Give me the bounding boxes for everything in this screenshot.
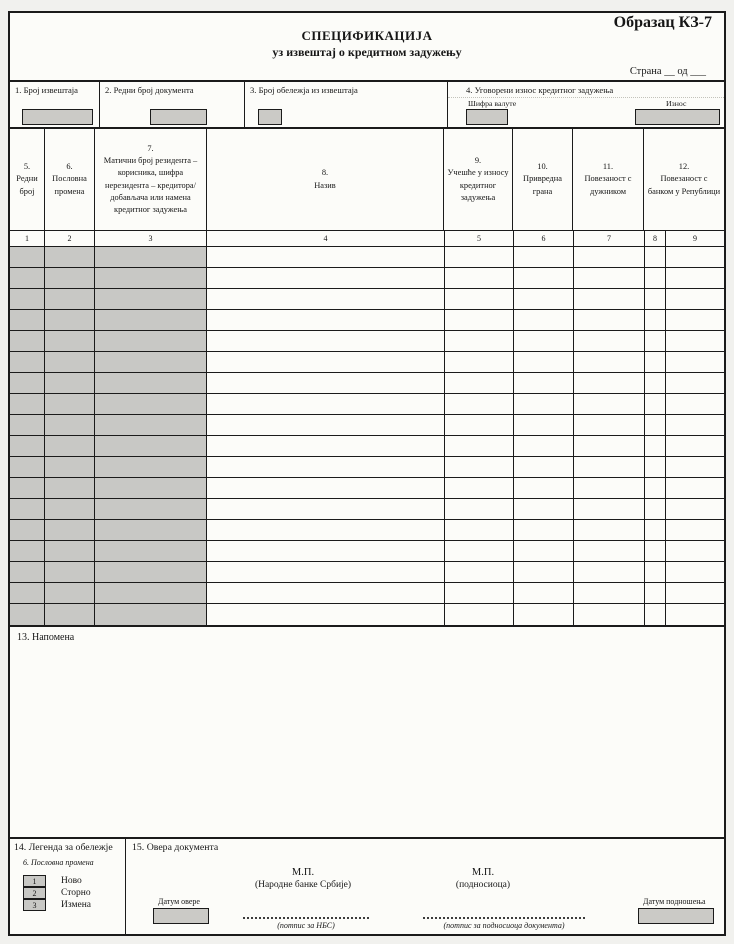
header-bank-relation-label: Повезаност с банком у Републици [647, 174, 721, 196]
legend-item-label: Ново [61, 876, 82, 886]
header-registration-number-no: 7. [147, 143, 154, 153]
amount-label: Износ [666, 99, 687, 108]
header-participation [444, 129, 513, 230]
table-cell[interactable] [445, 394, 514, 414]
table-cell[interactable] [45, 289, 95, 309]
table-row-5 [10, 331, 724, 352]
legend-item-3 [23, 899, 125, 911]
header-business-change-label: Пословна промена [52, 174, 87, 196]
header-fields-row [10, 80, 724, 127]
table-cell[interactable] [445, 247, 514, 267]
header-participation-no: 9. [474, 156, 482, 166]
table-cell[interactable] [45, 541, 95, 561]
table-cell[interactable] [666, 457, 724, 477]
header-economic-branch-no: 10. [537, 162, 548, 172]
table-cell[interactable] [10, 394, 45, 414]
column-number-2: 2 [45, 231, 95, 246]
table-cell[interactable] [207, 541, 445, 561]
column-number-6: 6 [514, 231, 574, 246]
table-row-4 [10, 310, 724, 331]
table-cell[interactable] [514, 415, 574, 435]
field-report-number [10, 82, 100, 127]
table-cell[interactable] [574, 541, 645, 561]
table-cell[interactable] [574, 583, 645, 603]
table-cell[interactable] [514, 604, 574, 625]
table-row-14 [10, 520, 724, 541]
table-cell[interactable] [207, 331, 445, 351]
table-row-11 [10, 457, 724, 478]
table-cell[interactable] [10, 562, 45, 582]
notes-section [10, 625, 724, 837]
table-cell[interactable] [45, 247, 95, 267]
table-cell[interactable] [645, 541, 666, 561]
header-debtor-relation-label: Повезаност с дужником [584, 174, 632, 196]
column-number-9: 9 [693, 234, 697, 243]
notes-label: 13. Напомена [17, 632, 75, 643]
table-cell[interactable] [445, 310, 514, 330]
table-cell[interactable] [207, 478, 445, 498]
table-cell[interactable] [666, 247, 724, 267]
table-cell[interactable] [645, 373, 666, 393]
table-cell[interactable] [445, 268, 514, 288]
table-row-15 [10, 541, 724, 562]
table-cell[interactable] [445, 541, 514, 561]
column-number-8: 8 [645, 231, 666, 246]
table-cell[interactable] [10, 415, 45, 435]
table-cell[interactable] [645, 310, 666, 330]
table-cell[interactable] [10, 478, 45, 498]
table-cell[interactable] [445, 373, 514, 393]
table-cell[interactable] [10, 457, 45, 477]
table-cell[interactable] [666, 436, 724, 456]
table-cell[interactable] [645, 604, 666, 625]
table-cell[interactable] [666, 541, 724, 561]
header-registration-number-label: Матични број резидента – корисника, шифра нерезидента – кредитора/добављача или намена кредитног задужења [103, 156, 198, 214]
column-number-1: 1 [10, 231, 45, 246]
table-cell[interactable] [10, 352, 45, 372]
field-separator-line [448, 97, 724, 98]
table-cell[interactable] [574, 394, 645, 414]
table-cell[interactable] [645, 331, 666, 351]
submission-date-input[interactable] [638, 908, 714, 924]
legend-section [10, 839, 126, 934]
table-cell[interactable] [666, 520, 724, 540]
table-cell[interactable] [514, 457, 574, 477]
table-cell[interactable] [574, 457, 645, 477]
table-cell[interactable] [445, 478, 514, 498]
table-cell[interactable] [666, 289, 724, 309]
table-cell[interactable] [445, 289, 514, 309]
header-participation-label: Учешће у износу кредитног задужења [447, 168, 509, 202]
table-cell[interactable] [95, 436, 207, 456]
table-cell[interactable] [574, 520, 645, 540]
table-cell[interactable] [95, 499, 207, 519]
table-cell[interactable] [95, 562, 207, 582]
field-document-ordinal [100, 82, 245, 127]
legend-item-1 [23, 875, 125, 887]
table-cell[interactable] [10, 373, 45, 393]
table-cell[interactable] [207, 373, 445, 393]
table-cell[interactable] [10, 247, 45, 267]
table-cell[interactable] [645, 415, 666, 435]
table-cell[interactable] [645, 562, 666, 582]
table-cell[interactable] [207, 562, 445, 582]
table-row-18 [10, 604, 724, 625]
table-cell[interactable] [95, 289, 207, 309]
header-business-change-no: 6. [66, 162, 73, 172]
table-cell[interactable] [445, 604, 514, 625]
table-cell[interactable] [10, 604, 45, 625]
column-number-3: 3 [95, 231, 207, 246]
table-cell[interactable] [514, 331, 574, 351]
table-cell[interactable] [95, 331, 207, 351]
table-cell[interactable] [10, 436, 45, 456]
header-economic-branch [513, 129, 573, 230]
table-cell[interactable] [45, 604, 95, 625]
table-cell[interactable] [95, 457, 207, 477]
table-cell[interactable] [95, 268, 207, 288]
stamp-nbs-mark: М.П. [291, 867, 315, 878]
table-cell[interactable] [645, 394, 666, 414]
table-cell[interactable] [10, 310, 45, 330]
table-cell[interactable] [45, 331, 95, 351]
table-cell[interactable] [645, 247, 666, 267]
legend-item-label: Измена [61, 900, 92, 910]
certification-title: 15. Овера документа [132, 842, 219, 853]
column-number-7: 7 [574, 231, 645, 246]
table-cell[interactable] [645, 583, 666, 603]
table-cell[interactable] [645, 289, 666, 309]
legend-code-box: 3 [23, 899, 46, 911]
table-cell[interactable] [574, 373, 645, 393]
table-cell[interactable] [45, 415, 95, 435]
table-cell[interactable] [95, 541, 207, 561]
table-cell[interactable] [207, 352, 445, 372]
table-cell[interactable] [514, 520, 574, 540]
form-subtitle: уз извештај о кредитном задужењу [272, 45, 462, 59]
table-cell[interactable] [574, 331, 645, 351]
legend-item-label: Сторно [61, 888, 91, 898]
table-cell[interactable] [445, 583, 514, 603]
signature-submitter [423, 911, 585, 930]
header-registration-number [95, 129, 207, 230]
table-cell[interactable] [95, 352, 207, 372]
table-cell[interactable] [445, 520, 514, 540]
table-cell[interactable] [45, 394, 95, 414]
table-cell[interactable] [10, 331, 45, 351]
table-cell[interactable] [514, 352, 574, 372]
page-number-label: Страна __ од ___ [629, 66, 706, 77]
table-cell[interactable] [574, 478, 645, 498]
field-document-ordinal-label: 2. Редни број документа [105, 85, 194, 95]
table-cell[interactable] [10, 520, 45, 540]
table-cell[interactable] [514, 562, 574, 582]
table-cell[interactable] [514, 394, 574, 414]
field-mark-number-input[interactable] [258, 109, 282, 125]
table-cell[interactable] [207, 583, 445, 603]
table-cell[interactable] [666, 562, 724, 582]
table-row-12 [10, 478, 724, 499]
header-economic-branch-label: Привредна грана [523, 174, 562, 196]
legend-item-2 [23, 887, 125, 899]
field-contracted-amount [448, 82, 724, 127]
column-number-4: 4 [207, 231, 445, 246]
table-cell[interactable] [645, 499, 666, 519]
table-cell[interactable] [45, 268, 95, 288]
table-cell[interactable] [645, 520, 666, 540]
table-cell[interactable] [207, 310, 445, 330]
certification-section [126, 839, 724, 934]
signature-nbs-line[interactable] [243, 911, 369, 919]
table-cell[interactable] [207, 520, 445, 540]
table-cell[interactable] [45, 499, 95, 519]
table-cell[interactable] [10, 268, 45, 288]
signature-submitter-line[interactable] [423, 911, 585, 919]
table-row-10 [10, 436, 724, 457]
table-cell[interactable] [95, 478, 207, 498]
stamp-nbs-note: (Народне банке Србије) [254, 880, 352, 890]
table-cell[interactable] [666, 604, 724, 625]
table-cell[interactable] [207, 289, 445, 309]
table-cell[interactable] [445, 415, 514, 435]
table-cell[interactable] [514, 499, 574, 519]
stamp-submitter-mark: М.П. [471, 867, 495, 878]
table-row-16 [10, 562, 724, 583]
column-number-row [10, 231, 724, 247]
notes-writing-area[interactable] [10, 647, 724, 837]
table-cell[interactable] [666, 310, 724, 330]
table-cell[interactable] [514, 373, 574, 393]
table-cell[interactable] [574, 499, 645, 519]
table-cell[interactable] [45, 457, 95, 477]
table-cell[interactable] [445, 331, 514, 351]
table-cell[interactable] [574, 247, 645, 267]
table-cell[interactable] [514, 478, 574, 498]
field-report-number-input[interactable] [22, 109, 93, 125]
table-cell[interactable] [514, 583, 574, 603]
table-cell[interactable] [574, 562, 645, 582]
table-cell[interactable] [95, 583, 207, 603]
legend-code-box: 1 [23, 875, 46, 887]
signature-submitter-caption: (потпис за подносиоца документа) [443, 921, 565, 930]
certification-date-label: Датум овере [158, 897, 200, 906]
header-name-label: Назив [314, 180, 336, 190]
table-cell[interactable] [574, 352, 645, 372]
table-cell[interactable] [45, 373, 95, 393]
table-cell[interactable] [207, 436, 445, 456]
table-cell[interactable] [45, 478, 95, 498]
header-business-change [45, 129, 95, 230]
table-cell[interactable] [95, 373, 207, 393]
table-cell[interactable] [45, 436, 95, 456]
table-cell[interactable] [666, 499, 724, 519]
table-cell[interactable] [574, 310, 645, 330]
table-cell[interactable] [207, 457, 445, 477]
table-header-row [10, 129, 724, 231]
table-cell[interactable] [207, 268, 445, 288]
legend-code-box: 2 [23, 887, 46, 899]
table-cell[interactable] [666, 583, 724, 603]
table-cell[interactable] [445, 499, 514, 519]
table-cell[interactable] [666, 394, 724, 414]
header-name-no: 8. [321, 168, 329, 178]
column-number-5: 5 [445, 231, 514, 246]
currency-code-label: Шифра валуте [468, 99, 517, 108]
table-row-17 [10, 583, 724, 604]
table-body [10, 247, 724, 625]
table-cell[interactable] [514, 289, 574, 309]
table-cell[interactable] [207, 604, 445, 625]
table-cell[interactable] [45, 583, 95, 603]
legend-items [23, 875, 125, 911]
field-document-ordinal-input[interactable] [150, 109, 207, 125]
stamp-nbs-block [223, 867, 383, 890]
table-cell[interactable] [45, 310, 95, 330]
table-cell[interactable] [666, 352, 724, 372]
header-ordinal-label: Редни број [16, 174, 38, 196]
form-frame [8, 11, 726, 936]
table-cell[interactable] [514, 541, 574, 561]
table-cell[interactable] [666, 373, 724, 393]
table-cell[interactable] [666, 415, 724, 435]
table-cell[interactable] [666, 331, 724, 351]
amount-input[interactable] [635, 109, 720, 125]
table-row-13 [10, 499, 724, 520]
table-cell[interactable] [45, 562, 95, 582]
header-name [207, 129, 444, 230]
header-debtor-relation-no: 11. [602, 162, 614, 172]
footer-row [10, 837, 724, 934]
table-cell[interactable] [95, 247, 207, 267]
certification-date-input[interactable] [153, 908, 209, 924]
table-cell[interactable] [95, 394, 207, 414]
header-ordinal [10, 129, 45, 230]
table-cell[interactable] [645, 457, 666, 477]
table-cell[interactable] [574, 604, 645, 625]
table-cell[interactable] [514, 247, 574, 267]
table-row-6 [10, 352, 724, 373]
table-cell[interactable] [514, 310, 574, 330]
table-cell[interactable] [207, 247, 445, 267]
table-row-8 [10, 394, 724, 415]
table-cell[interactable] [574, 436, 645, 456]
table-cell[interactable] [574, 289, 645, 309]
table-row-3 [10, 289, 724, 310]
table-cell[interactable] [45, 352, 95, 372]
table-cell[interactable] [645, 352, 666, 372]
submission-date-label: Датум подношења [643, 897, 706, 906]
form-code: Образац КЗ-7 [613, 14, 712, 31]
table-cell[interactable] [445, 562, 514, 582]
table-cell[interactable] [45, 520, 95, 540]
stamp-submitter-block [403, 867, 563, 890]
table-cell[interactable] [445, 436, 514, 456]
table-cell[interactable] [10, 583, 45, 603]
table-cell[interactable] [445, 352, 514, 372]
field-report-number-label: 1. Број извештаја [15, 85, 78, 95]
currency-code-input[interactable] [466, 109, 508, 125]
table-cell[interactable] [10, 499, 45, 519]
signature-nbs [243, 911, 369, 930]
table-cell[interactable] [95, 520, 207, 540]
form-title: СПЕЦИФИКАЦИЈА [301, 28, 433, 43]
table-cell[interactable] [574, 268, 645, 288]
table-cell[interactable] [207, 499, 445, 519]
table-cell[interactable] [10, 289, 45, 309]
table-cell[interactable] [95, 310, 207, 330]
table-cell[interactable] [574, 415, 645, 435]
field-mark-number-label: 3. Број обележја из извештаја [250, 85, 358, 95]
legend-subtitle: 6. Пословна промена [23, 858, 94, 867]
form-header [10, 13, 724, 80]
header-debtor-relation [573, 129, 644, 230]
table-cell[interactable] [514, 268, 574, 288]
field-contracted-amount-label: 4. Уговорени износ кредитног задужења [466, 85, 614, 95]
table-cell[interactable] [445, 457, 514, 477]
table-cell[interactable] [95, 604, 207, 625]
table-cell[interactable] [10, 541, 45, 561]
main-table [10, 127, 724, 625]
table-cell[interactable] [95, 415, 207, 435]
table-cell[interactable] [514, 436, 574, 456]
table-cell[interactable] [207, 415, 445, 435]
table-row-7 [10, 373, 724, 394]
signature-nbs-caption: (потпис за НБС) [277, 921, 335, 930]
table-row-9 [10, 415, 724, 436]
legend-title: 14. Легенда за обележје [14, 842, 113, 853]
stamp-submitter-note: (подносиоца) [455, 880, 511, 890]
table-cell[interactable] [666, 478, 724, 498]
table-row-1 [10, 247, 724, 268]
table-cell[interactable] [666, 268, 724, 288]
table-cell[interactable] [207, 394, 445, 414]
table-cell[interactable] [645, 268, 666, 288]
table-row-2 [10, 268, 724, 289]
header-ordinal-no: 5. [23, 162, 31, 172]
field-mark-number [245, 82, 448, 127]
table-cell[interactable] [645, 478, 666, 498]
header-bank-relation-no: 12. [678, 162, 690, 172]
table-cell[interactable] [645, 436, 666, 456]
header-bank-relation [644, 129, 724, 230]
